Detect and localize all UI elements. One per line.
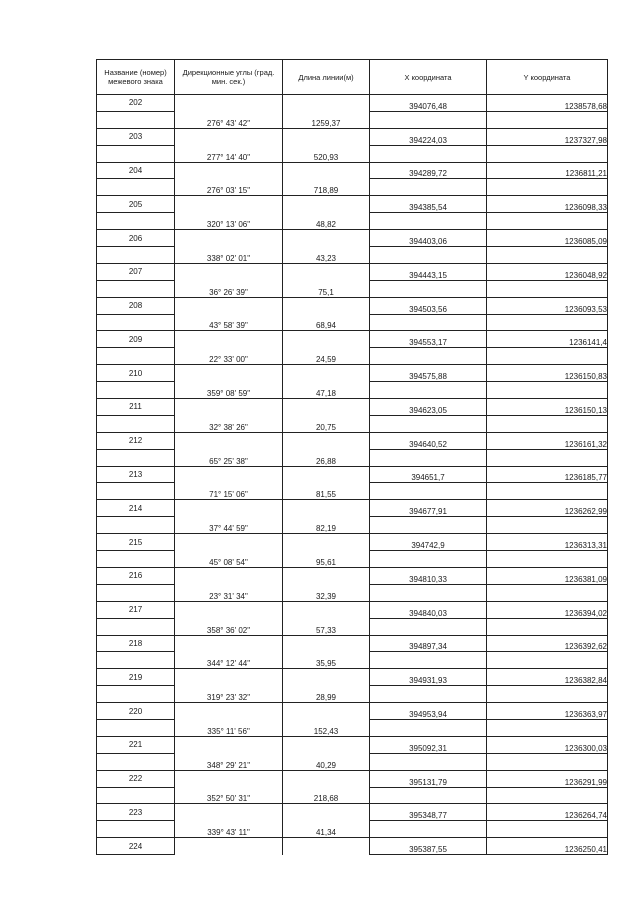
empty-cell — [283, 399, 370, 416]
line-length: 41,34 — [283, 821, 370, 838]
empty-cell — [175, 838, 283, 855]
empty-cell — [175, 500, 283, 517]
line-length: 28,99 — [283, 686, 370, 703]
x-coordinate: 394553,17 — [370, 331, 487, 348]
x-coordinate: 395131,79 — [370, 770, 487, 787]
point-name: 206 — [97, 230, 175, 247]
line-length: 718,89 — [283, 179, 370, 196]
point-row — [97, 95, 608, 112]
empty-cell — [370, 719, 487, 736]
table-body — [97, 95, 608, 855]
y-coordinate: 1236150,83 — [487, 365, 608, 382]
line-length: 152,43 — [283, 719, 370, 736]
empty-cell — [283, 331, 370, 348]
y-coordinate: 1236811,21 — [487, 162, 608, 179]
segment-row — [97, 280, 608, 297]
empty-cell — [283, 500, 370, 517]
empty-cell — [175, 466, 283, 483]
x-coordinate: 394503,56 — [370, 297, 487, 314]
point-row — [97, 263, 608, 280]
empty-cell — [487, 483, 608, 500]
empty-cell — [283, 297, 370, 314]
point-row — [97, 365, 608, 382]
empty-cell — [97, 517, 175, 534]
point-row — [97, 567, 608, 584]
empty-cell — [97, 753, 175, 770]
empty-cell — [97, 415, 175, 432]
empty-cell — [487, 686, 608, 703]
empty-cell — [97, 821, 175, 838]
empty-cell — [370, 686, 487, 703]
x-coordinate: 394677,91 — [370, 500, 487, 517]
empty-cell — [175, 230, 283, 247]
empty-cell — [370, 483, 487, 500]
empty-cell — [97, 111, 175, 128]
empty-cell — [370, 753, 487, 770]
y-coordinate: 1236048,92 — [487, 263, 608, 280]
empty-cell — [283, 128, 370, 145]
empty-cell — [97, 483, 175, 500]
empty-cell — [97, 280, 175, 297]
empty-cell — [487, 652, 608, 669]
empty-cell — [370, 247, 487, 264]
empty-cell — [370, 618, 487, 635]
direction-angle: 359° 08' 59" — [175, 382, 283, 399]
x-coordinate: 394224,03 — [370, 128, 487, 145]
x-coordinate: 394931,93 — [370, 669, 487, 686]
empty-cell — [97, 348, 175, 365]
x-coordinate: 395092,31 — [370, 736, 487, 753]
empty-cell — [175, 804, 283, 821]
segment-row — [97, 449, 608, 466]
empty-cell — [283, 635, 370, 652]
point-row — [97, 331, 608, 348]
point-name: 217 — [97, 601, 175, 618]
point-name: 218 — [97, 635, 175, 652]
x-coordinate: 394443,15 — [370, 263, 487, 280]
empty-cell — [97, 213, 175, 230]
segment-row — [97, 517, 608, 534]
empty-cell — [487, 719, 608, 736]
line-length: 68,94 — [283, 314, 370, 331]
x-coordinate: 394742,9 — [370, 534, 487, 551]
point-name: 212 — [97, 432, 175, 449]
empty-cell — [175, 669, 283, 686]
line-length: 82,19 — [283, 517, 370, 534]
point-name: 221 — [97, 736, 175, 753]
empty-cell — [487, 145, 608, 162]
direction-angle: 339° 43' 11" — [175, 821, 283, 838]
x-coordinate: 394651,7 — [370, 466, 487, 483]
empty-cell — [283, 567, 370, 584]
x-coordinate: 394403,06 — [370, 230, 487, 247]
y-coordinate: 1236300,03 — [487, 736, 608, 753]
empty-cell — [370, 314, 487, 331]
point-row — [97, 297, 608, 314]
x-coordinate: 394897,34 — [370, 635, 487, 652]
point-name: 213 — [97, 466, 175, 483]
document-sheet — [96, 59, 607, 855]
empty-cell — [283, 736, 370, 753]
segment-row — [97, 551, 608, 568]
y-coordinate: 1236262,99 — [487, 500, 608, 517]
line-length: 75,1 — [283, 280, 370, 297]
point-row — [97, 432, 608, 449]
empty-cell — [97, 314, 175, 331]
point-name: 222 — [97, 770, 175, 787]
y-coordinate: 1236085,09 — [487, 230, 608, 247]
empty-cell — [487, 415, 608, 432]
direction-angle: 319° 23' 32" — [175, 686, 283, 703]
segment-row — [97, 145, 608, 162]
empty-cell — [283, 95, 370, 112]
x-coordinate: 394575,88 — [370, 365, 487, 382]
empty-cell — [283, 466, 370, 483]
empty-cell — [175, 399, 283, 416]
empty-cell — [283, 534, 370, 551]
empty-cell — [97, 247, 175, 264]
point-name: 207 — [97, 263, 175, 280]
y-coordinate: 1236382,84 — [487, 669, 608, 686]
line-length: 48,82 — [283, 213, 370, 230]
empty-cell — [370, 179, 487, 196]
empty-cell — [175, 331, 283, 348]
point-name: 208 — [97, 297, 175, 314]
empty-cell — [97, 382, 175, 399]
x-coordinate: 395348,77 — [370, 804, 487, 821]
empty-cell — [175, 297, 283, 314]
empty-cell — [97, 145, 175, 162]
y-coordinate: 1236150,13 — [487, 399, 608, 416]
segment-row — [97, 111, 608, 128]
header-row — [97, 60, 608, 95]
empty-cell — [487, 517, 608, 534]
y-coordinate: 1236363,97 — [487, 703, 608, 720]
line-length: 40,29 — [283, 753, 370, 770]
header-x-coordinate: X координата — [370, 60, 487, 95]
empty-cell — [175, 703, 283, 720]
line-length: 32,39 — [283, 584, 370, 601]
empty-cell — [370, 111, 487, 128]
empty-cell — [487, 584, 608, 601]
empty-cell — [283, 601, 370, 618]
empty-cell — [283, 804, 370, 821]
point-row — [97, 736, 608, 753]
x-coordinate: 395387,55 — [370, 838, 487, 855]
empty-cell — [283, 162, 370, 179]
direction-angle: 338° 02' 01" — [175, 247, 283, 264]
empty-cell — [175, 263, 283, 280]
header-point-name: Название (номер) межевого знака — [97, 60, 175, 95]
x-coordinate: 394953,94 — [370, 703, 487, 720]
empty-cell — [175, 95, 283, 112]
x-coordinate: 394840,03 — [370, 601, 487, 618]
empty-cell — [370, 787, 487, 804]
line-length: 95,61 — [283, 551, 370, 568]
empty-cell — [175, 635, 283, 652]
empty-cell — [487, 247, 608, 264]
empty-cell — [370, 415, 487, 432]
empty-cell — [283, 838, 370, 855]
empty-cell — [370, 821, 487, 838]
empty-cell — [97, 686, 175, 703]
empty-cell — [175, 162, 283, 179]
line-length: 57,33 — [283, 618, 370, 635]
point-name: 211 — [97, 399, 175, 416]
empty-cell — [283, 365, 370, 382]
empty-cell — [487, 821, 608, 838]
empty-cell — [175, 567, 283, 584]
empty-cell — [283, 196, 370, 213]
segment-row — [97, 415, 608, 432]
point-row — [97, 500, 608, 517]
empty-cell — [283, 703, 370, 720]
segment-row — [97, 247, 608, 264]
empty-cell — [175, 736, 283, 753]
point-row — [97, 804, 608, 821]
direction-angle: 352° 50' 31" — [175, 787, 283, 804]
segment-row — [97, 314, 608, 331]
empty-cell — [97, 618, 175, 635]
segment-row — [97, 618, 608, 635]
x-coordinate: 394810,33 — [370, 567, 487, 584]
point-name: 203 — [97, 128, 175, 145]
empty-cell — [97, 551, 175, 568]
direction-angle: 71° 15' 06" — [175, 483, 283, 500]
empty-cell — [370, 145, 487, 162]
line-length: 47,18 — [283, 382, 370, 399]
direction-angle: 43° 58' 39" — [175, 314, 283, 331]
empty-cell — [487, 382, 608, 399]
point-name: 210 — [97, 365, 175, 382]
y-coordinate: 1236392,62 — [487, 635, 608, 652]
point-row — [97, 230, 608, 247]
segment-row — [97, 584, 608, 601]
segment-row — [97, 348, 608, 365]
segment-row — [97, 787, 608, 804]
line-length: 43,23 — [283, 247, 370, 264]
empty-cell — [487, 314, 608, 331]
direction-angle: 276° 03' 15" — [175, 179, 283, 196]
segment-row — [97, 382, 608, 399]
empty-cell — [97, 652, 175, 669]
empty-cell — [487, 111, 608, 128]
empty-cell — [370, 551, 487, 568]
y-coordinate: 1236291,99 — [487, 770, 608, 787]
empty-cell — [487, 213, 608, 230]
y-coordinate: 1236185,77 — [487, 466, 608, 483]
line-length: 26,88 — [283, 449, 370, 466]
point-row — [97, 703, 608, 720]
empty-cell — [283, 230, 370, 247]
segment-row — [97, 179, 608, 196]
y-coordinate: 1236264,74 — [487, 804, 608, 821]
line-length: 1259,37 — [283, 111, 370, 128]
empty-cell — [487, 348, 608, 365]
point-row — [97, 838, 608, 855]
segment-row — [97, 753, 608, 770]
line-length: 24,59 — [283, 348, 370, 365]
point-name: 215 — [97, 534, 175, 551]
y-coordinate: 1236394,02 — [487, 601, 608, 618]
header-y-coordinate: Y координата — [487, 60, 608, 95]
empty-cell — [97, 449, 175, 466]
point-row — [97, 162, 608, 179]
y-coordinate: 1236093,53 — [487, 297, 608, 314]
empty-cell — [97, 179, 175, 196]
point-name: 204 — [97, 162, 175, 179]
point-row — [97, 399, 608, 416]
empty-cell — [487, 787, 608, 804]
y-coordinate: 1236141,4 — [487, 331, 608, 348]
empty-cell — [487, 753, 608, 770]
empty-cell — [97, 719, 175, 736]
empty-cell — [370, 213, 487, 230]
empty-cell — [487, 551, 608, 568]
point-name: 216 — [97, 567, 175, 584]
segment-row — [97, 686, 608, 703]
segment-row — [97, 719, 608, 736]
empty-cell — [487, 179, 608, 196]
y-coordinate: 1236313,31 — [487, 534, 608, 551]
empty-cell — [175, 432, 283, 449]
x-coordinate: 394076,48 — [370, 95, 487, 112]
y-coordinate: 1236381,09 — [487, 567, 608, 584]
point-row — [97, 466, 608, 483]
line-length: 218,68 — [283, 787, 370, 804]
point-row — [97, 534, 608, 551]
direction-angle: 320° 13' 06" — [175, 213, 283, 230]
point-name: 205 — [97, 196, 175, 213]
boundary-coordinates-table — [96, 59, 608, 855]
point-name: 202 — [97, 95, 175, 112]
direction-angle: 22° 33' 00" — [175, 348, 283, 365]
y-coordinate: 1237327,98 — [487, 128, 608, 145]
point-name: 224 — [97, 838, 175, 855]
empty-cell — [97, 584, 175, 601]
table-header — [97, 60, 608, 95]
point-row — [97, 669, 608, 686]
y-coordinate: 1236250,41 — [487, 838, 608, 855]
direction-angle: 45° 08' 54" — [175, 551, 283, 568]
empty-cell — [175, 770, 283, 787]
empty-cell — [370, 348, 487, 365]
empty-cell — [283, 432, 370, 449]
direction-angle: 36° 26' 39" — [175, 280, 283, 297]
point-name: 209 — [97, 331, 175, 348]
empty-cell — [283, 669, 370, 686]
empty-cell — [175, 534, 283, 551]
y-coordinate: 1236161,32 — [487, 432, 608, 449]
y-coordinate: 1236098,33 — [487, 196, 608, 213]
x-coordinate: 394640,52 — [370, 432, 487, 449]
empty-cell — [175, 601, 283, 618]
direction-angle: 335° 11' 56" — [175, 719, 283, 736]
direction-angle: 277° 14' 40" — [175, 145, 283, 162]
empty-cell — [370, 517, 487, 534]
empty-cell — [283, 263, 370, 280]
segment-row — [97, 213, 608, 230]
line-length: 520,93 — [283, 145, 370, 162]
empty-cell — [370, 449, 487, 466]
point-name: 219 — [97, 669, 175, 686]
empty-cell — [97, 787, 175, 804]
direction-angle: 32° 38' 26" — [175, 415, 283, 432]
empty-cell — [175, 196, 283, 213]
x-coordinate: 394289,72 — [370, 162, 487, 179]
line-length: 35,95 — [283, 652, 370, 669]
direction-angle: 65° 25' 38" — [175, 449, 283, 466]
empty-cell — [370, 280, 487, 297]
direction-angle: 358° 36' 02" — [175, 618, 283, 635]
point-row — [97, 128, 608, 145]
empty-cell — [370, 584, 487, 601]
direction-angle: 344° 12' 44" — [175, 652, 283, 669]
point-row — [97, 196, 608, 213]
header-line-length: Длина линии(м) — [283, 60, 370, 95]
direction-angle: 276° 43' 42" — [175, 111, 283, 128]
point-name: 214 — [97, 500, 175, 517]
point-row — [97, 770, 608, 787]
empty-cell — [487, 280, 608, 297]
empty-cell — [175, 365, 283, 382]
point-row — [97, 601, 608, 618]
segment-row — [97, 821, 608, 838]
empty-cell — [175, 128, 283, 145]
segment-row — [97, 652, 608, 669]
direction-angle: 37° 44' 59" — [175, 517, 283, 534]
x-coordinate: 394385,54 — [370, 196, 487, 213]
y-coordinate: 1238578,68 — [487, 95, 608, 112]
empty-cell — [487, 449, 608, 466]
empty-cell — [487, 618, 608, 635]
x-coordinate: 394623,05 — [370, 399, 487, 416]
empty-cell — [370, 382, 487, 399]
direction-angle: 348° 29' 21" — [175, 753, 283, 770]
direction-angle: 23° 31' 34" — [175, 584, 283, 601]
header-direction-angle: Дирекционные углы (град. мин. сек.) — [175, 60, 283, 95]
point-row — [97, 635, 608, 652]
empty-cell — [370, 652, 487, 669]
segment-row — [97, 483, 608, 500]
line-length: 81,55 — [283, 483, 370, 500]
point-name: 220 — [97, 703, 175, 720]
line-length: 20,75 — [283, 415, 370, 432]
empty-cell — [283, 770, 370, 787]
point-name: 223 — [97, 804, 175, 821]
